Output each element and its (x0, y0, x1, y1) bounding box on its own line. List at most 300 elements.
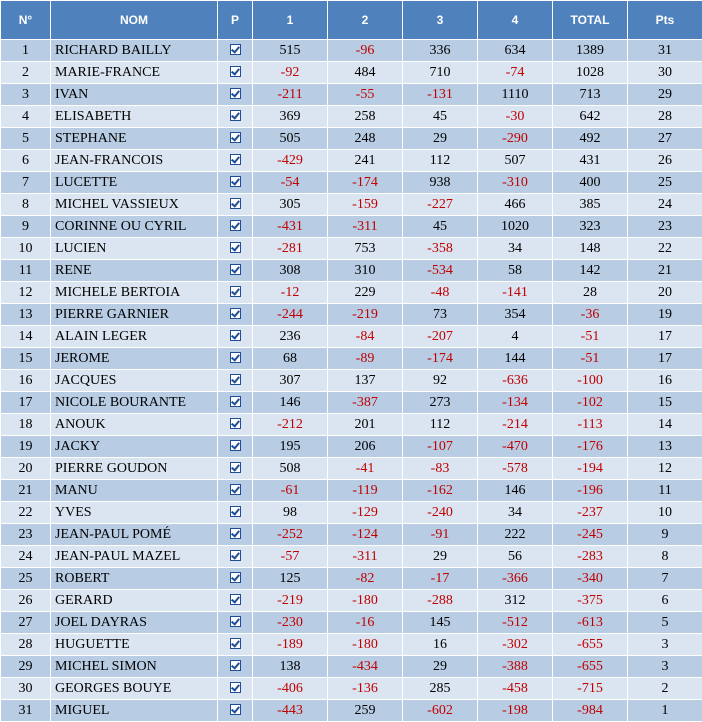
cell-total: 492 (553, 128, 628, 150)
checkbox-checked-icon (230, 198, 241, 209)
checkbox-checked-icon (230, 572, 241, 583)
cell-total: -237 (553, 502, 628, 524)
cell-nom: MARIE-FRANCE (51, 62, 218, 84)
cell-p (218, 590, 253, 612)
table-row (1, 238, 702, 260)
cell-pts: 13 (628, 436, 702, 458)
cell-round-3: 145 (403, 612, 478, 634)
checkbox-checked-icon (230, 242, 241, 253)
cell-total: -100 (553, 370, 628, 392)
cell-p (218, 304, 253, 326)
cell-round-4: 466 (478, 194, 553, 216)
cell-pts: 3 (628, 634, 702, 656)
checkbox-checked-icon (230, 462, 241, 473)
cell-nom: STEPHANE (51, 128, 218, 150)
cell-round-3: 710 (403, 62, 478, 84)
cell-p (218, 436, 253, 458)
cell-nom: RENE (51, 260, 218, 282)
cell-nom: ELISABETH (51, 106, 218, 128)
cell-round-2: -55 (328, 84, 403, 106)
cell-num: 27 (1, 612, 51, 634)
cell-round-3: -107 (403, 436, 478, 458)
cell-round-2: -84 (328, 326, 403, 348)
cell-num: 17 (1, 392, 51, 414)
cell-round-4: -388 (478, 656, 553, 678)
cell-round-3: -174 (403, 348, 478, 370)
cell-round-2: 484 (328, 62, 403, 84)
cell-total: -375 (553, 590, 628, 612)
table-row (1, 546, 702, 568)
cell-p (218, 260, 253, 282)
cell-round-1: -431 (253, 216, 328, 238)
cell-nom: ROBERT (51, 568, 218, 590)
cell-p (218, 392, 253, 414)
cell-round-3: -83 (403, 458, 478, 480)
table-row (1, 260, 702, 282)
cell-nom: JEAN-PAUL POMÉ (51, 524, 218, 546)
cell-nom: MANU (51, 480, 218, 502)
cell-nom: NICOLE BOURANTE (51, 392, 218, 414)
table-row (1, 40, 702, 62)
cell-round-2: -96 (328, 40, 403, 62)
cell-num: 31 (1, 700, 51, 722)
cell-num: 24 (1, 546, 51, 568)
table-row (1, 436, 702, 458)
cell-round-1: 236 (253, 326, 328, 348)
cell-round-3: 336 (403, 40, 478, 62)
cell-num: 13 (1, 304, 51, 326)
cell-round-1: -57 (253, 546, 328, 568)
cell-round-1: -219 (253, 590, 328, 612)
cell-round-4: -134 (478, 392, 553, 414)
cell-round-1: -189 (253, 634, 328, 656)
checkbox-checked-icon (230, 308, 241, 319)
cell-round-3: 112 (403, 414, 478, 436)
header-p: P (218, 1, 253, 40)
cell-total: -340 (553, 568, 628, 590)
cell-num: 8 (1, 194, 51, 216)
cell-round-1: 68 (253, 348, 328, 370)
cell-round-3: 45 (403, 216, 478, 238)
cell-pts: 25 (628, 172, 702, 194)
cell-pts: 28 (628, 106, 702, 128)
table-row (1, 634, 702, 656)
cell-round-4: -578 (478, 458, 553, 480)
checkbox-checked-icon (230, 550, 241, 561)
cell-round-1: 369 (253, 106, 328, 128)
cell-round-3: -207 (403, 326, 478, 348)
cell-total: 431 (553, 150, 628, 172)
checkbox-checked-icon (230, 704, 241, 715)
cell-round-2: -89 (328, 348, 403, 370)
table-row (1, 568, 702, 590)
cell-round-1: 308 (253, 260, 328, 282)
cell-p (218, 678, 253, 700)
cell-pts: 5 (628, 612, 702, 634)
cell-round-2: -180 (328, 634, 403, 656)
cell-pts: 14 (628, 414, 702, 436)
cell-nom: ANOUK (51, 414, 218, 436)
table-body (1, 40, 702, 722)
cell-round-2: -119 (328, 480, 403, 502)
cell-round-4: -636 (478, 370, 553, 392)
cell-pts: 20 (628, 282, 702, 304)
cell-num: 15 (1, 348, 51, 370)
cell-round-2: 258 (328, 106, 403, 128)
table-row (1, 502, 702, 524)
cell-p (218, 458, 253, 480)
cell-num: 10 (1, 238, 51, 260)
cell-round-4: -458 (478, 678, 553, 700)
cell-num: 29 (1, 656, 51, 678)
cell-round-4: 34 (478, 502, 553, 524)
table-row (1, 150, 702, 172)
cell-round-4: 56 (478, 546, 553, 568)
cell-nom: IVAN (51, 84, 218, 106)
cell-p (218, 546, 253, 568)
cell-round-3: 29 (403, 546, 478, 568)
cell-p (218, 348, 253, 370)
cell-total: 1389 (553, 40, 628, 62)
cell-round-1: -443 (253, 700, 328, 722)
cell-round-2: 229 (328, 282, 403, 304)
cell-nom: RICHARD BAILLY (51, 40, 218, 62)
table-row (1, 304, 702, 326)
checkbox-checked-icon (230, 682, 241, 693)
table-row (1, 62, 702, 84)
cell-p (218, 106, 253, 128)
cell-round-3: 16 (403, 634, 478, 656)
cell-round-2: -124 (328, 524, 403, 546)
cell-round-1: -252 (253, 524, 328, 546)
header-round-2: 2 (328, 1, 403, 40)
cell-total: 400 (553, 172, 628, 194)
cell-round-1: 307 (253, 370, 328, 392)
cell-round-1: -12 (253, 282, 328, 304)
cell-round-2: -311 (328, 546, 403, 568)
checkbox-checked-icon (230, 88, 241, 99)
cell-pts: 24 (628, 194, 702, 216)
cell-total: 713 (553, 84, 628, 106)
table-row (1, 524, 702, 546)
cell-total: -984 (553, 700, 628, 722)
cell-round-2: -136 (328, 678, 403, 700)
cell-num: 6 (1, 150, 51, 172)
table-row (1, 106, 702, 128)
table-row (1, 458, 702, 480)
cell-num: 21 (1, 480, 51, 502)
cell-pts: 17 (628, 326, 702, 348)
cell-round-1: -92 (253, 62, 328, 84)
cell-round-2: -82 (328, 568, 403, 590)
header-round-1: 1 (253, 1, 328, 40)
cell-total: -51 (553, 348, 628, 370)
cell-p (218, 480, 253, 502)
cell-total: 28 (553, 282, 628, 304)
cell-total: 1028 (553, 62, 628, 84)
cell-pts: 1 (628, 700, 702, 722)
cell-p (218, 612, 253, 634)
cell-num: 20 (1, 458, 51, 480)
cell-nom: HUGUETTE (51, 634, 218, 656)
cell-num: 30 (1, 678, 51, 700)
cell-round-4: -198 (478, 700, 553, 722)
cell-round-4: -302 (478, 634, 553, 656)
cell-p (218, 282, 253, 304)
cell-pts: 21 (628, 260, 702, 282)
cell-p (218, 40, 253, 62)
checkbox-checked-icon (230, 506, 241, 517)
cell-round-2: 241 (328, 150, 403, 172)
cell-round-3: -48 (403, 282, 478, 304)
checkbox-checked-icon (230, 484, 241, 495)
cell-round-2: 259 (328, 700, 403, 722)
cell-p (218, 656, 253, 678)
cell-round-3: 938 (403, 172, 478, 194)
cell-round-3: 273 (403, 392, 478, 414)
cell-round-1: -61 (253, 480, 328, 502)
cell-pts: 26 (628, 150, 702, 172)
checkbox-checked-icon (230, 418, 241, 429)
table-row (1, 282, 702, 304)
cell-p (218, 62, 253, 84)
table-row (1, 172, 702, 194)
cell-nom: JEROME (51, 348, 218, 370)
cell-nom: PIERRE GOUDON (51, 458, 218, 480)
checkbox-checked-icon (230, 286, 241, 297)
cell-pts: 2 (628, 678, 702, 700)
cell-nom: JEAN-PAUL MAZEL (51, 546, 218, 568)
cell-pts: 15 (628, 392, 702, 414)
cell-round-4: -366 (478, 568, 553, 590)
cell-round-4: 34 (478, 238, 553, 260)
cell-total: -51 (553, 326, 628, 348)
cell-p (218, 634, 253, 656)
cell-round-2: 206 (328, 436, 403, 458)
cell-round-4: 1020 (478, 216, 553, 238)
cell-num: 3 (1, 84, 51, 106)
cell-nom: YVES (51, 502, 218, 524)
cell-round-3: -288 (403, 590, 478, 612)
checkbox-checked-icon (230, 528, 241, 539)
cell-total: -245 (553, 524, 628, 546)
table-row (1, 326, 702, 348)
cell-round-4: 58 (478, 260, 553, 282)
cell-p (218, 128, 253, 150)
checkbox-checked-icon (230, 220, 241, 231)
cell-total: -715 (553, 678, 628, 700)
checkbox-checked-icon (230, 638, 241, 649)
table-row (1, 590, 702, 612)
cell-num: 1 (1, 40, 51, 62)
cell-pts: 16 (628, 370, 702, 392)
cell-nom: PIERRE GARNIER (51, 304, 218, 326)
cell-round-1: 98 (253, 502, 328, 524)
cell-p (218, 568, 253, 590)
cell-total: 323 (553, 216, 628, 238)
cell-nom: MICHELE BERTOIA (51, 282, 218, 304)
cell-num: 23 (1, 524, 51, 546)
table-row (1, 348, 702, 370)
cell-round-4: -310 (478, 172, 553, 194)
cell-pts: 12 (628, 458, 702, 480)
table-row (1, 480, 702, 502)
table-row (1, 700, 702, 722)
cell-total: -176 (553, 436, 628, 458)
cell-round-3: -534 (403, 260, 478, 282)
header-pts: Pts (628, 1, 702, 40)
cell-num: 25 (1, 568, 51, 590)
cell-round-1: -54 (253, 172, 328, 194)
header-total: TOTAL (553, 1, 628, 40)
cell-round-1: 305 (253, 194, 328, 216)
cell-round-4: -74 (478, 62, 553, 84)
cell-round-1: -211 (253, 84, 328, 106)
cell-p (218, 326, 253, 348)
cell-round-3: -91 (403, 524, 478, 546)
checkbox-checked-icon (230, 352, 241, 363)
checkbox-checked-icon (230, 330, 241, 341)
checkbox-checked-icon (230, 66, 241, 77)
header-row (1, 1, 702, 40)
checkbox-checked-icon (230, 44, 241, 55)
cell-round-4: 222 (478, 524, 553, 546)
table-row (1, 216, 702, 238)
cell-pts: 11 (628, 480, 702, 502)
cell-nom: JEAN-FRANCOIS (51, 150, 218, 172)
cell-round-4: 507 (478, 150, 553, 172)
cell-round-2: -434 (328, 656, 403, 678)
cell-round-4: 1110 (478, 84, 553, 106)
cell-round-2: 753 (328, 238, 403, 260)
cell-round-1: 508 (253, 458, 328, 480)
cell-nom: MICHEL SIMON (51, 656, 218, 678)
cell-round-3: 285 (403, 678, 478, 700)
cell-round-1: 515 (253, 40, 328, 62)
cell-p (218, 194, 253, 216)
cell-total: -194 (553, 458, 628, 480)
cell-p (218, 150, 253, 172)
cell-num: 2 (1, 62, 51, 84)
cell-nom: MIGUEL (51, 700, 218, 722)
cell-round-1: -230 (253, 612, 328, 634)
cell-round-2: -174 (328, 172, 403, 194)
header-round-4: 4 (478, 1, 553, 40)
cell-round-1: 505 (253, 128, 328, 150)
cell-nom: LUCETTE (51, 172, 218, 194)
cell-pts: 31 (628, 40, 702, 62)
cell-round-4: -141 (478, 282, 553, 304)
cell-round-1: 146 (253, 392, 328, 414)
cell-round-4: 312 (478, 590, 553, 612)
cell-num: 18 (1, 414, 51, 436)
cell-total: 142 (553, 260, 628, 282)
cell-nom: JACKY (51, 436, 218, 458)
cell-total: -613 (553, 612, 628, 634)
cell-round-3: -17 (403, 568, 478, 590)
cell-num: 12 (1, 282, 51, 304)
cell-round-3: 92 (403, 370, 478, 392)
checkbox-checked-icon (230, 660, 241, 671)
cell-nom: ALAIN LEGER (51, 326, 218, 348)
table-row (1, 392, 702, 414)
cell-p (218, 238, 253, 260)
cell-pts: 29 (628, 84, 702, 106)
cell-pts: 8 (628, 546, 702, 568)
table-row (1, 370, 702, 392)
cell-round-2: -129 (328, 502, 403, 524)
cell-total: -655 (553, 656, 628, 678)
cell-pts: 9 (628, 524, 702, 546)
cell-round-4: -214 (478, 414, 553, 436)
cell-round-4: -290 (478, 128, 553, 150)
checkbox-checked-icon (230, 616, 241, 627)
cell-total: 385 (553, 194, 628, 216)
cell-pts: 17 (628, 348, 702, 370)
cell-nom: GEORGES BOUYE (51, 678, 218, 700)
cell-round-1: -406 (253, 678, 328, 700)
cell-pts: 3 (628, 656, 702, 678)
cell-round-1: -212 (253, 414, 328, 436)
cell-round-4: 144 (478, 348, 553, 370)
cell-round-4: -30 (478, 106, 553, 128)
cell-round-2: 248 (328, 128, 403, 150)
cell-pts: 10 (628, 502, 702, 524)
cell-nom: JOEL DAYRAS (51, 612, 218, 634)
cell-round-3: 29 (403, 656, 478, 678)
cell-total: -196 (553, 480, 628, 502)
cell-round-4: 146 (478, 480, 553, 502)
cell-total: -102 (553, 392, 628, 414)
checkbox-checked-icon (230, 594, 241, 605)
cell-nom: MICHEL VASSIEUX (51, 194, 218, 216)
cell-num: 19 (1, 436, 51, 458)
cell-round-3: -358 (403, 238, 478, 260)
cell-num: 9 (1, 216, 51, 238)
cell-num: 26 (1, 590, 51, 612)
cell-pts: 30 (628, 62, 702, 84)
cell-num: 28 (1, 634, 51, 656)
cell-num: 16 (1, 370, 51, 392)
cell-round-1: -244 (253, 304, 328, 326)
cell-pts: 23 (628, 216, 702, 238)
cell-nom: GERARD (51, 590, 218, 612)
cell-round-3: 112 (403, 150, 478, 172)
cell-num: 11 (1, 260, 51, 282)
cell-round-2: -219 (328, 304, 403, 326)
cell-nom: JACQUES (51, 370, 218, 392)
cell-nom: CORINNE OU CYRIL (51, 216, 218, 238)
cell-round-2: 310 (328, 260, 403, 282)
cell-round-2: -159 (328, 194, 403, 216)
table-row (1, 128, 702, 150)
cell-round-2: -41 (328, 458, 403, 480)
cell-p (218, 84, 253, 106)
cell-pts: 19 (628, 304, 702, 326)
cell-p (218, 216, 253, 238)
table-row (1, 612, 702, 634)
header-num: N° (1, 1, 51, 40)
cell-round-1: 125 (253, 568, 328, 590)
cell-pts: 7 (628, 568, 702, 590)
cell-round-2: -387 (328, 392, 403, 414)
cell-round-2: 201 (328, 414, 403, 436)
cell-round-1: -281 (253, 238, 328, 260)
cell-p (218, 524, 253, 546)
cell-num: 7 (1, 172, 51, 194)
cell-p (218, 502, 253, 524)
cell-round-4: 4 (478, 326, 553, 348)
